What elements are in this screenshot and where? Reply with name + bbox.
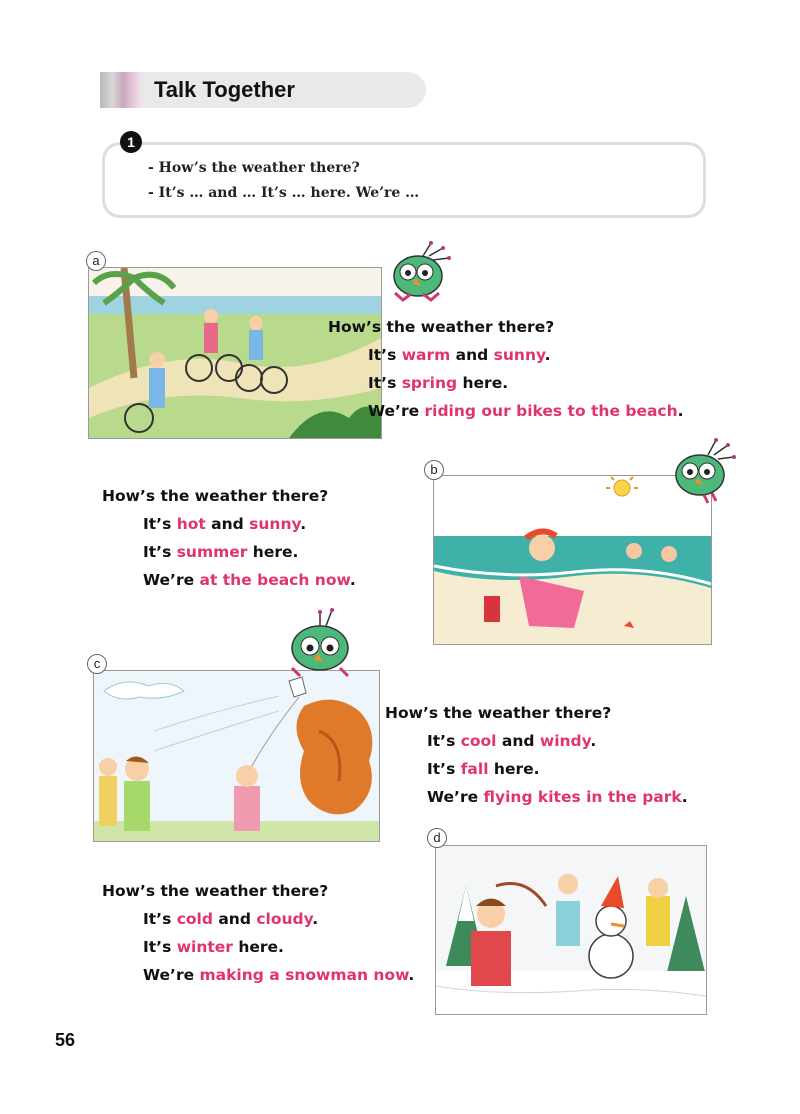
sentence-b-line1: It’s hot and sunny. bbox=[143, 515, 307, 533]
picture-tag-b: b bbox=[424, 460, 444, 480]
sentence-d-line2: It’s winter here. bbox=[143, 938, 284, 956]
picture-c-fall-kites bbox=[93, 670, 380, 842]
picture-tag-c: c bbox=[87, 654, 107, 674]
dialog-box bbox=[102, 142, 706, 218]
sentence-a-line2: It’s spring here. bbox=[368, 374, 509, 392]
sentence-c-line1: It’s cool and windy. bbox=[427, 732, 597, 750]
sentence-d-question: How’s the weather there? bbox=[102, 882, 329, 900]
owl-mascot-icon bbox=[383, 238, 453, 308]
owl-mascot-icon bbox=[668, 435, 738, 505]
sentence-a-line1: It’s warm and sunny. bbox=[368, 346, 551, 364]
sentence-b-line2: It’s summer here. bbox=[143, 543, 299, 561]
sentence-d-line3: We’re making a snowman now. bbox=[143, 966, 415, 984]
picture-a-spring-bikes bbox=[88, 267, 382, 439]
owl-mascot-icon bbox=[280, 608, 360, 680]
picture-tag-d: d bbox=[427, 828, 447, 848]
sentence-b-question: How’s the weather there? bbox=[102, 487, 329, 505]
sentence-d-line1: It’s cold and cloudy. bbox=[143, 910, 319, 928]
picture-tag-a: a bbox=[86, 251, 106, 271]
exercise-number: 1 bbox=[120, 131, 142, 153]
sentence-c-line2: It’s fall here. bbox=[427, 760, 540, 778]
dialog-line-question: - How’s the weather there? bbox=[148, 160, 360, 176]
sentence-c-question: How’s the weather there? bbox=[385, 704, 612, 722]
section-title: Talk Together bbox=[154, 77, 295, 102]
page-number: 56 bbox=[55, 1030, 76, 1050]
section-header bbox=[100, 72, 426, 108]
sentence-b-line3: We’re at the beach now. bbox=[143, 571, 356, 589]
sentence-c-line3: We’re flying kites in the park. bbox=[427, 788, 688, 806]
header-color-swatch bbox=[100, 72, 142, 108]
sentence-a-question: How’s the weather there? bbox=[328, 318, 555, 336]
dialog-line-answer: - It’s … and … It’s … here. We’re … bbox=[148, 185, 420, 201]
picture-d-winter-snowman bbox=[435, 845, 707, 1015]
sentence-a-line3: We’re riding our bikes to the beach. bbox=[368, 402, 684, 420]
